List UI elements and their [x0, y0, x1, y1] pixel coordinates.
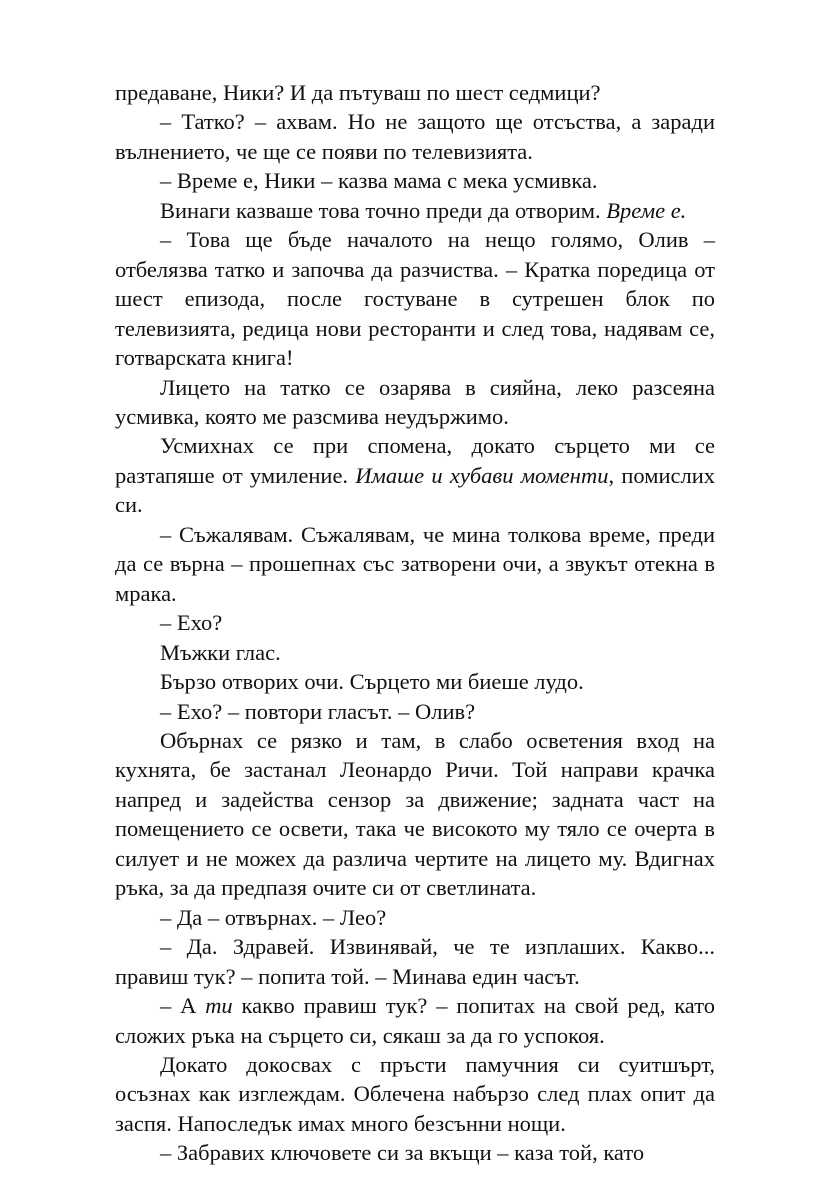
page-text — [115, 78, 715, 1168]
text-segment: – Татко? – ахвам. Но не защото ще отсъства, а заради вълнението, че ще се появи по телевизията. — [115, 109, 715, 164]
text-segment: Винаги казваше това точно преди да отворим. — [160, 197, 607, 223]
paragraph — [115, 225, 715, 372]
text-segment: какво правиш тук? – попитах на свой ред, като сложих ръка на сърцето си, сякаш за да го успокоя. — [115, 993, 715, 1048]
text-segment: – Време е, Ники – казва мама с мека усмивка. — [160, 168, 598, 194]
paragraph — [115, 991, 715, 1050]
paragraph — [115, 196, 715, 225]
paragraph — [115, 667, 715, 696]
paragraph — [115, 78, 715, 107]
paragraph — [115, 373, 715, 432]
paragraph — [115, 520, 715, 608]
text-segment: – А — [160, 993, 206, 1019]
text-segment: Мъжки глас. — [160, 639, 281, 665]
paragraph — [115, 1050, 715, 1138]
paragraph — [115, 166, 715, 195]
italic-text: ти — [205, 993, 233, 1019]
italic-text: Имаше и хубави моменти — [355, 462, 609, 488]
paragraph — [115, 107, 715, 166]
text-segment: Бързо отворих очи. Сърцето ми биеше лудо. — [160, 669, 584, 695]
paragraph — [115, 431, 715, 519]
paragraph — [115, 1138, 715, 1167]
italic-text: Време е. — [606, 197, 687, 223]
text-segment: Лицето на татко се озарява в сияйна, леко разсеяна усмивка, която ме разсмива неудържимо. — [115, 374, 715, 429]
text-segment: – Ехо? – повтори гласът. – Олив? — [160, 698, 476, 724]
paragraph — [115, 638, 715, 667]
text-segment: – Ехо? — [160, 610, 223, 636]
paragraph — [115, 903, 715, 932]
paragraph — [115, 932, 715, 991]
text-segment: – Забравих ключовете си за вкъщи – каза той, като — [160, 1140, 645, 1166]
text-segment: Докато докосвах с пръсти памучния си суитшърт, осъзнах как изглеждам. Облечена набързо след плах опит да заспя. Напоследък имах много безсънни нощи. — [115, 1051, 715, 1136]
paragraph — [115, 697, 715, 726]
text-segment: – Да – отвърнах. – Лео? — [160, 904, 387, 930]
text-segment: – Съжалявам. Съжалявам, че мина толкова време, преди да се върна – прошепнах със затворени очи, а звукът отекна в мрака. — [115, 521, 715, 606]
text-segment: предаване, Ники? И да пътуваш по шест седмици? — [115, 80, 601, 105]
text-segment: – Да. Здравей. Извинявай, че те изплаших. Какво... правиш тук? – попита той. – Минава един часът. — [115, 934, 715, 989]
text-segment: – Това ще бъде началото на нещо голямо, Олив – отбелязва татко и започва да разчиства. – Кратка поредица от шест епизода, после гостуване в сутрешен блок по телевизията, редица нови ресторанти и след това, надявам се, готварската книга! — [115, 227, 715, 371]
text-segment: Усмихнах се при спомена, докато сърцето ми се разтапяше от умиление. — [115, 433, 715, 488]
paragraph — [115, 726, 715, 903]
text-segment: , помислих си. — [115, 462, 715, 518]
paragraph — [115, 608, 715, 637]
text-segment: Обърнах се рязко и там, в слабо осветения вход на кухнята, бе застанал Леонардо Ричи. Той направи крачка напред и задейства сензор за движение; задната част на помещението се освети, така че високото му тяло се очерта в силует и не можех да различа чертите на лицето му. Вдигнах ръка, за да предпазя очите си от светлината. — [115, 727, 715, 901]
